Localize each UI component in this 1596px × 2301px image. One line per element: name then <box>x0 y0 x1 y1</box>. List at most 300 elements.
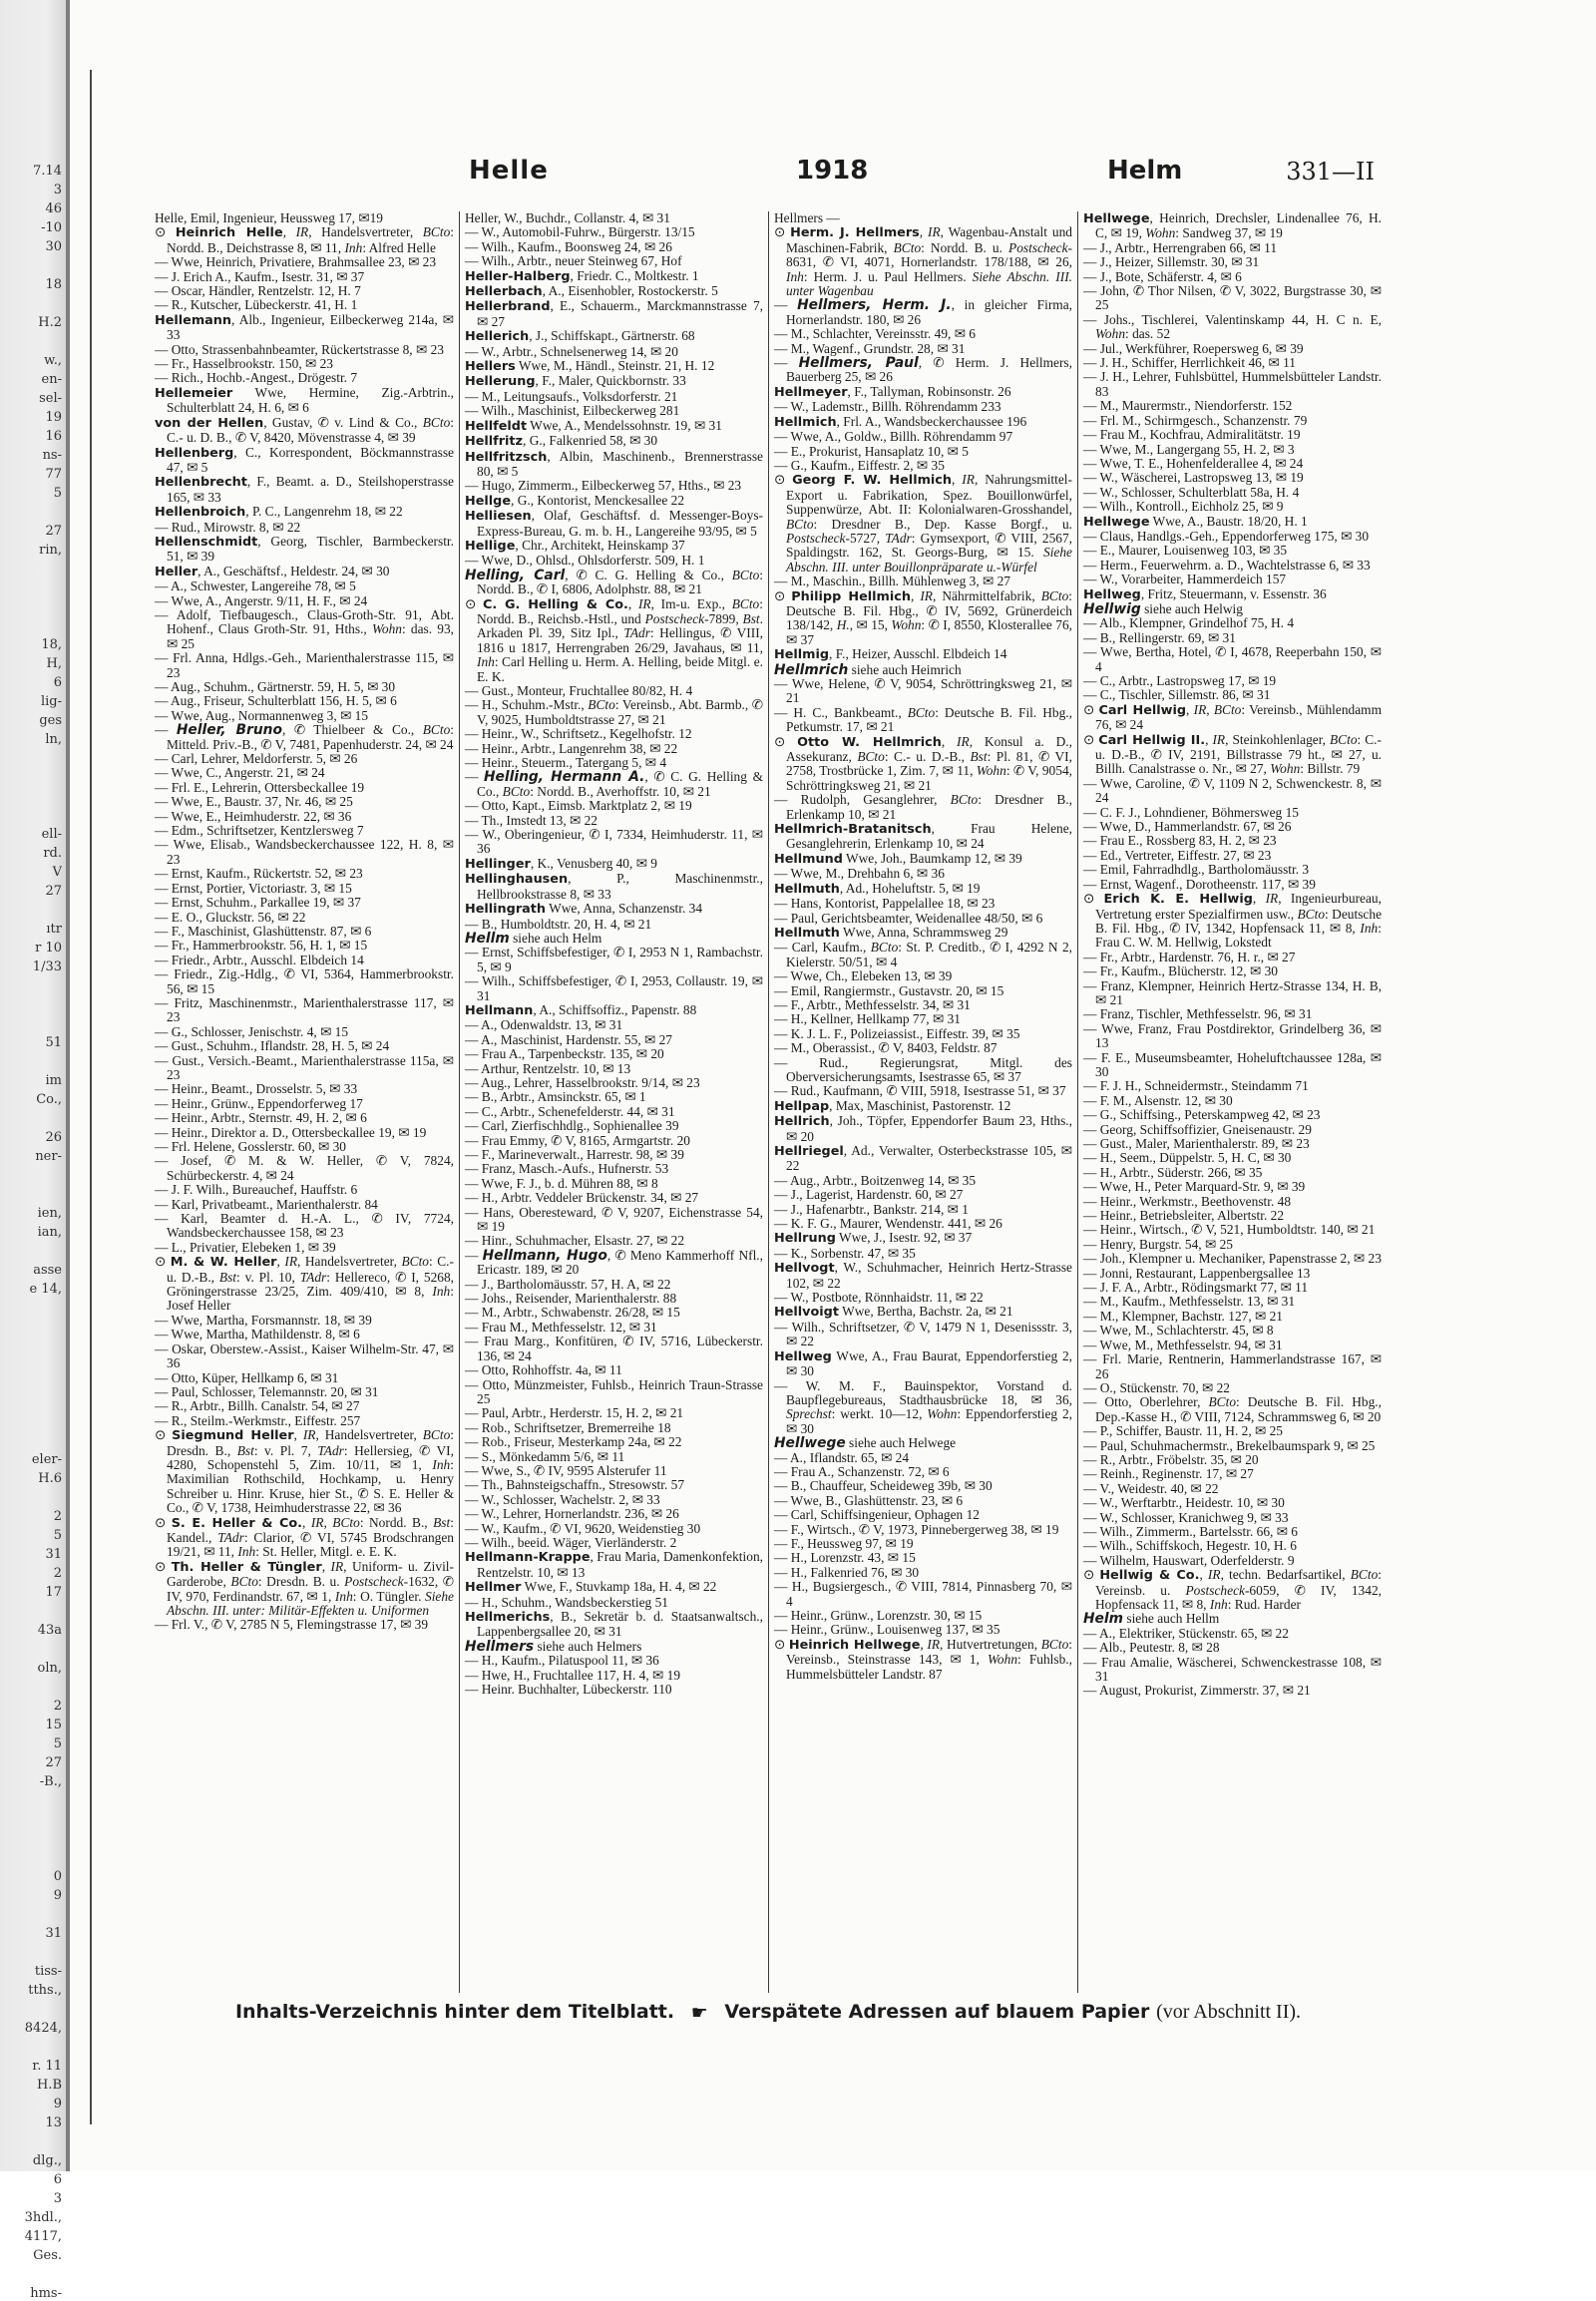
directory-entry: — L., Privatier, Elebeken 1, ✉ 39 <box>155 1239 336 1255</box>
facing-page-fragment: -10 <box>41 220 62 235</box>
directory-entry: — Reinh., Reginenstr. 17, ✉ 27 <box>1083 1466 1254 1482</box>
directory-entry: — Aug., Friseur, Schulterblatt 156, H. 5, ✉ 6 <box>155 693 397 709</box>
directory-entry: Hellpap, Max, Maschinist, Pastorenstr. 12 <box>774 1097 1011 1114</box>
directory-entry: — M., Leitungsaufs., Volksdorferstr. 21 <box>465 388 678 404</box>
directory-entry: — Ernst, Portier, Victoriastr. 3, ✉ 15 <box>155 880 352 896</box>
directory-entry: Hellinger, K., Venusberg 40, ✉ 9 <box>465 855 657 872</box>
directory-entry: — J., Hafenarbtr., Bankstr. 214, ✉ 1 <box>774 1201 969 1217</box>
directory-entry: ⊙ M. & W. Heller, IR, Handelsvertreter, BCto: C.- u. D.-B., Bst: v. Pl. 10, TAdr: Hellereco, ✆ I, 5268, Gröningerstrasse 23/25, Zim. 409/410, ✉ 8, Inh: Josef Heller <box>155 1254 455 1314</box>
directory-entry: Helling, Carl, ✆ C. G. Helling & Co., BCto: Nordd. B., ✆ I, 6806, Adolphstr. 88, ✉ 21 <box>465 567 764 597</box>
directory-entry: — R., Kutscher, Lübeckerstr. 41, H. 1 <box>155 297 358 313</box>
facing-page-fragment: ner- <box>35 1149 62 1164</box>
directory-entry: Hellerbrand, E., Schauerm., Marckmannstrasse 7, ✉ 27 <box>465 298 763 329</box>
facing-page-fragment: ian, <box>37 1225 62 1240</box>
directory-entry: — S., Mönkedamm 5/6, ✉ 11 <box>465 1448 625 1464</box>
directory-entry: — Wwe, M., Schlachterstr. 45, ✉ 8 <box>1083 1323 1274 1339</box>
header-last-name: Helm <box>1107 156 1183 186</box>
facing-page-fragment: asse <box>33 1263 62 1278</box>
directory-entry: — Otto, Strassenbahnbeamter, Rückertstrasse 8, ✉ 23 <box>155 341 444 357</box>
directory-entry: Hellwege siehe auch Helwege <box>774 1435 957 1452</box>
directory-entry: — B., Rellingerstr. 69, ✉ 31 <box>1083 629 1236 645</box>
directory-entry: — Heinr., Direktor a. D., Ottersbeckallee 19, ✉ 19 <box>155 1124 427 1140</box>
directory-entry: — W. M. F., Bauinspektor, Vorstand d. Baupflegebureaus, Stadthausbrücke 18, ✉ 36, Sprechst: werkt. 10—12, Wohn: Eppendorferstieg 2, ✉ 30 <box>774 1377 1073 1436</box>
directory-entry: — W., Schlosser, Wachelstr. 2, ✉ 33 <box>465 1491 660 1507</box>
directory-columns <box>150 211 1387 1993</box>
directory-entry: — Wilh., Arbtr., neuer Steinweg 67, Hof <box>465 253 682 269</box>
directory-entry: Hellenschmidt, Georg, Tischler, Barmbeckerstr. 51, ✉ 39 <box>155 533 454 565</box>
facing-page-fragment: 46 <box>45 201 62 216</box>
facing-page-fragment: ien, <box>37 1206 62 1221</box>
directory-entry: — F., Marineverwalt., Harrestr. 98, ✉ 39 <box>465 1147 684 1162</box>
facing-page-fragment: 19 <box>45 410 62 425</box>
facing-page-fragment: e 14, <box>29 1282 62 1297</box>
directory-entry: Hellmer Wwe, F., Stuvkamp 18a, H. 4, ✉ 22 <box>465 1579 717 1596</box>
facing-page-fragment: r 10 <box>35 941 62 956</box>
directory-entry: — W., Werftarbtr., Heidestr. 10, ✉ 30 <box>1083 1495 1285 1511</box>
directory-entry: — Franz, Klempner, Heinrich Hertz-Strasse 134, H. B, ✉ 21 <box>1083 977 1382 1007</box>
directory-entry: — Rudolph, Gesanglehrer, BCto: Dresdner B., Erlenkamp 10, ✉ 21 <box>774 792 1073 822</box>
directory-entry: — Wwe, Heinrich, Privatiere, Brahmsallee 23, ✉ 23 <box>155 254 437 270</box>
directory-entry: — Frl. M., Schirmgesch., Schanzenstr. 79 <box>1083 412 1308 428</box>
facing-page-fragment: 5 <box>53 486 62 501</box>
footer-late-addresses-note: Verspätete Adressen auf blauem Papier <box>724 2001 1150 2023</box>
facing-page-fragment: 3 <box>53 183 62 197</box>
directory-entry: — Wwe, Aug., Normannenweg 3, ✉ 15 <box>155 707 369 723</box>
facing-page-fragment: 30 <box>45 239 62 254</box>
facing-page-fragment: 31 <box>45 1926 62 1941</box>
directory-entry: — Fritz, Maschinenmstr., Marienthalerstrasse 117, ✉ 23 <box>155 994 454 1025</box>
directory-entry: Hellmers — <box>774 210 840 225</box>
directory-entry: Hellmers siehe auch Helmers <box>465 1638 642 1655</box>
directory-entry: — Frl. Helene, Gosslerstr. 60, ✉ 30 <box>155 1139 346 1154</box>
directory-entry: — W., Lademstr., Billh. Röhrendamm 233 <box>774 399 1001 415</box>
directory-entry: Hellemeier Wwe, Hermine, Zig.-Arbtrin., Schulterblatt 24, H. 6, ✉ 6 <box>155 384 454 416</box>
directory-entry: — B., Humboldtstr. 20, H. 4, ✉ 21 <box>465 916 652 932</box>
directory-entry: — V., Weidestr. 40, ✉ 22 <box>1083 1480 1219 1496</box>
directory-entry: — Karl, Privatbeamt., Marienthalerstr. 84 <box>155 1196 378 1212</box>
directory-entry: Hellige, Chr., Architekt, Heinskamp 37 <box>465 537 685 554</box>
facing-page-fragment: ell- <box>41 827 62 842</box>
facing-page-fragment: 18, <box>41 637 62 652</box>
directory-entry: — A., Iflandstr. 65, ✉ 24 <box>774 1449 910 1465</box>
facing-page-fragment: 27 <box>45 884 62 899</box>
directory-entry: — H., Bugsiergesch., ✆ VIII, 7814, Pinnasberg 70, ✉ 4 <box>774 1579 1072 1609</box>
directory-entry: — Wwe, Bertha, Hotel, ✆ I, 4678, Reeperbahn 150, ✉ 4 <box>1083 644 1382 674</box>
column-3 <box>768 211 1077 1993</box>
directory-entry: — A., Odenwaldstr. 13, ✉ 31 <box>465 1017 623 1033</box>
directory-entry: Hellerich, J., Schiffskapt., Gärtnerstr. 68 <box>465 328 695 345</box>
directory-entry: — C. F. J., Lohndiener, Böhmersweg 15 <box>1083 804 1299 820</box>
directory-entry: ⊙ Heinrich Hellwege, IR, Hutvertretungen, BCto: Vereinsb., Steinstrasse 143, ✉ 1, Wohn: Fuhlsb., Hummelsbütteler Landstr. 87 <box>774 1636 1072 1682</box>
facing-page-fragment: 15 <box>45 1718 62 1732</box>
directory-entry: — Wilh., Kaufm., Boonsweg 24, ✉ 26 <box>465 238 672 254</box>
directory-entry: — Ernst, Schuhm., Parkallee 19, ✉ 37 <box>155 895 361 911</box>
directory-entry: — Otto, Kapt., Eimsb. Marktplatz 2, ✉ 19 <box>465 798 692 814</box>
directory-entry: ⊙ C. G. Helling & Co., IR, Im-u. Exp., BCto: Nordd. B., Reichsb.-Hstl., und Postscheck-7899, Bst. Arkaden Pl. 39, Sitz Ipl., TAdr: Hellingus, ✆ VIII, 1816 u 1817, Herrengraben 26/29, Javahaus, ✉ 11, Inh: Carl Helling u. Herm. A. Helling, beide Mitgl. e. E. K. <box>465 595 764 684</box>
directory-entry: Heller, A., Geschäftsf., Heldestr. 24, ✉ 30 <box>155 563 390 579</box>
directory-entry: — Wwe, M., Langergang 55, H. 2, ✉ 3 <box>1083 441 1295 457</box>
directory-entry: Hellmuth Wwe, Anna, Schrammsweg 29 <box>774 924 1008 941</box>
directory-entry: — Franz, Tischler, Methfesselstr. 96, ✉ 31 <box>1083 1006 1313 1022</box>
directory-entry: — Wwe, D., Hammerlandstr. 67, ✉ 26 <box>1083 819 1292 835</box>
directory-entry: — Aug., Arbtr., Boitzenweg 14, ✉ 35 <box>774 1172 977 1188</box>
directory-entry: — R., Arbtr., Fröbelstr. 35, ✉ 20 <box>1083 1451 1259 1467</box>
directory-entry: — Frau Marg., Konfitüren, ✆ IV, 5716, Lübeckerstr. 136, ✉ 24 <box>465 1334 763 1363</box>
directory-entry: — Frau Emmy, ✆ V, 8165, Armgartstr. 20 <box>465 1132 690 1148</box>
directory-entry: — O., Stückenstr. 70, ✉ 22 <box>1083 1379 1230 1395</box>
directory-entry: — Rob., Friseur, Mesterkamp 24a, ✉ 22 <box>465 1434 682 1450</box>
directory-entry: — P., Schiffer, Baustr. 11, H. 2, ✉ 25 <box>1083 1423 1284 1439</box>
directory-entry: — Heinr., Grünw., Louisenweg 137, ✉ 35 <box>774 1622 1000 1638</box>
directory-entry: — H., Seem., Düppelstr. 5, H. C, ✉ 30 <box>1083 1150 1292 1166</box>
directory-entry: — Heinr., Arbtr., Langenrehm 38, ✉ 22 <box>465 740 678 756</box>
directory-entry: — K. J. L. F., Polizeiassist., Eiffestr. 39, ✉ 35 <box>774 1025 1020 1041</box>
footer-index-note: Inhalts-Verzeichnis hinter dem Titelblatt. <box>234 2001 675 2023</box>
facing-page-fragment: tths., <box>28 1983 62 1998</box>
directory-entry: — F., Maschinist, Glashüttenstr. 87, ✉ 6 <box>155 923 372 939</box>
directory-entry: — Fr., Hammerbrookstr. 56, H. 1, ✉ 15 <box>155 938 368 954</box>
directory-entry: — J., Bartholomäusstr. 57, H. A, ✉ 22 <box>465 1276 671 1292</box>
directory-entry: — F. E., Museumsbeamter, Hoheluftchaussee 128a, ✉ 30 <box>1083 1049 1382 1079</box>
directory-entry: — Frau A., Tarpenbeckstr. 135, ✉ 20 <box>465 1046 664 1062</box>
directory-entry: — Heinr., Betriebsleiter, Albertstr. 22 <box>1083 1208 1285 1224</box>
directory-entry: — M., Schlachter, Vereinsstr. 49, ✉ 6 <box>774 326 976 342</box>
directory-entry: — J., Lagerist, Hardenstr. 60, ✉ 27 <box>774 1187 964 1203</box>
directory-entry: Hellwege Wwe, A., Baustr. 18/20, H. 1 <box>1083 513 1308 530</box>
directory-entry: Hellenberg, C., Korrespondent, Böckmannstrasse 47, ✉ 5 <box>155 444 454 475</box>
directory-entry: — K., Sorbenstr. 47, ✉ 35 <box>774 1245 916 1261</box>
directory-entry: — Aug., Schuhm., Gärtnerstr. 59, H. 5, ✉ 30 <box>155 679 396 694</box>
directory-entry: — Wilh., beeid. Wäger, Vierländerstr. 2 <box>465 1534 677 1550</box>
directory-entry: — Heinr., Beamt., Drosselstr. 5, ✉ 33 <box>155 1081 358 1097</box>
directory-entry: — H., Falkenried 76, ✉ 30 <box>774 1564 920 1580</box>
directory-entry: — Rud., Mirowstr. 8, ✉ 22 <box>155 519 301 535</box>
directory-entry: Hellrung Wwe, J., Isestr. 92, ✉ 37 <box>774 1230 973 1247</box>
directory-entry: Hellemann, Alb., Ingenieur, Eilbeckerweg 214a, ✉ 33 <box>155 311 454 343</box>
facing-page-fragment: 2 <box>53 1699 62 1714</box>
directory-entry: — Wilh., Schriftsetzer, ✆ V, 1479 N 1, Desenissstr. 3, ✉ 22 <box>774 1319 1072 1349</box>
directory-entry: — Oskar, Oberstew.-Assist., Kaiser Wilhelm-Str. 47, ✉ 36 <box>155 1341 454 1371</box>
directory-entry: Helm siehe auch Hellm <box>1083 1611 1220 1628</box>
directory-entry: Hellge, G., Kontorist, Menckesallee 22 <box>465 492 685 509</box>
directory-entry: — John, ✆ Thor Nilsen, ✆ V, 3022, Burgstrasse 30, ✉ 25 <box>1083 283 1382 313</box>
directory-entry: — W., Lehrer, Hornerlandstr. 236, ✉ 26 <box>465 1506 679 1522</box>
directory-entry: — R., Steilm.-Werkmstr., Eiffestr. 257 <box>155 1412 361 1428</box>
directory-entry: ⊙ Carl Hellwig, IR, BCto: Vereinsb., Mühlendamm 76, ✉ 24 <box>1083 701 1382 733</box>
pointing-hand-icon: ☛ <box>690 2001 708 2024</box>
facing-page-fragment: 17 <box>45 1585 62 1600</box>
page-frame-rule <box>90 70 92 2124</box>
directory-entry: — Otto, Küper, Hellkamp 6, ✉ 31 <box>155 1369 339 1385</box>
facing-page-fragment: 8424, <box>24 2021 62 2036</box>
directory-entry: — Hans, Kontorist, Pappelallee 18, ✉ 23 <box>774 896 996 912</box>
facing-page-fragment: V <box>52 865 62 880</box>
facing-page-fragment: 2 <box>53 1509 62 1524</box>
directory-entry: ⊙ Heinrich Helle, IR, Handelsvertreter, BCto: Nordd. B., Deichstrasse 8, ✉ 11, Inh: Alfred Helle <box>155 224 455 255</box>
directory-entry: — Ernst, Kaufm., Rückertstr. 52, ✉ 23 <box>155 866 363 882</box>
directory-entry: Hellfeldt Wwe, A., Mendelssohnstr. 19, ✉ 31 <box>465 417 722 434</box>
facing-page-fragment: im <box>45 1073 62 1088</box>
directory-entry: — H., Schuhm.-Mstr., BCto: Vereinsb., Abt. Barmb., ✆ V, 9025, Humboldtstrasse 27, ✉ 21 <box>465 697 763 727</box>
directory-entry: — Th., Imstedt 13, ✉ 22 <box>465 812 598 828</box>
facing-page-fragment: ges <box>39 713 62 728</box>
directory-entry: — J. H., Lehrer, Fuhlsbüttel, Hummelsbütteler Landstr. 83 <box>1083 369 1382 399</box>
facing-page-fragment: 3 <box>53 2191 62 2206</box>
directory-entry: — J. F. Wilh., Bureauchef, Hauffstr. 6 <box>155 1182 358 1198</box>
directory-entry: ⊙ Erich K. E. Hellwig, IR, Ingenieurbureau, Vertretung erster Spezialfirmen usw., BCto: Deutsche B. Fil. Hbg., ✆ IV, 1342, Hopfensack 11, ✉ 8, Inh: Frau C. W. M. Hellwig, Lokstedt <box>1083 891 1383 951</box>
directory-page <box>150 150 1387 2065</box>
directory-entry: — Wwe, T. E., Hohenfelderallee 4, ✉ 24 <box>1083 455 1304 471</box>
directory-entry: — F. M., Alsenstr. 12, ✉ 30 <box>1083 1092 1233 1108</box>
directory-entry: — E. O., Gluckstr. 56, ✉ 22 <box>155 909 306 925</box>
directory-entry: — Otto, Oberlehrer, BCto: Deutsche B. Fil. Hbg., Dep.-Kasse H., ✆ VIII, 7124, Schrammsweg 6, ✉ 20 <box>1083 1394 1382 1424</box>
directory-entry: — Wwe, E., Heimhuderstr. 22, ✉ 36 <box>155 808 352 824</box>
directory-entry: — M., Klempner, Bachstr. 127, ✉ 21 <box>1083 1308 1283 1324</box>
footer-section-note: (vor Abschnitt II). <box>1156 2001 1302 2023</box>
directory-entry: — G., Kaufm., Eiffestr. 2, ✉ 35 <box>774 457 945 473</box>
facing-page-fragment: H.B <box>36 2078 62 2093</box>
directory-entry: — H., Lorenzstr. 43, ✉ 15 <box>774 1550 916 1566</box>
directory-entry: ⊙ Herm. J. Hellmers, IR, Wagenbau-Anstalt und Maschinen-Fabrik, BCto: Nordd. B. u. Postscheck-8631, ✆ VI, 4071, Hornerlandstr. 178/188, ✉ 26, Inh: Herm. J. u. Paul Hellmers. Siehe Abschn. III. unter Wagenbau <box>774 224 1073 299</box>
directory-entry: — Ed., Vertreter, Eiffestr. 27, ✉ 23 <box>1083 847 1272 863</box>
directory-entry: — Hans, Oberesteward, ✆ V, 9207, Eichenstrasse 54, ✉ 19 <box>465 1204 763 1235</box>
directory-entry: — Alb., Peutestr. 8, ✉ 28 <box>1083 1640 1220 1656</box>
facing-page-fragment: 26 <box>45 1130 62 1145</box>
column-2 <box>459 211 768 1993</box>
directory-entry: — M., Wagenf., Grundstr. 28, ✉ 31 <box>774 340 966 356</box>
directory-entry: — E., Prokurist, Hansaplatz 10, ✉ 5 <box>774 443 969 459</box>
directory-entry: — Hinr., Schuhmacher, Elsastr. 27, ✉ 22 <box>465 1233 685 1249</box>
directory-entry: — Ernst, Schiffsbefestiger, ✆ I, 2953 N 1, Rambachstr. 5, ✉ 9 <box>465 945 763 974</box>
directory-entry: — Wwe, Martha, Forsmannstr. 18, ✉ 39 <box>155 1312 372 1328</box>
directory-entry: — Wilh., Zimmerm., Bartelsstr. 66, ✉ 6 <box>1083 1523 1298 1539</box>
running-header <box>150 150 1387 193</box>
directory-entry: — Frau M., Kochfrau, Admiralitätstr. 19 <box>1083 427 1301 443</box>
directory-entry: — Wwe, A., Goldw., Billh. Röhrendamm 97 <box>774 429 1013 445</box>
directory-entry: — Wilhelm, Hauswart, Oderfelderstr. 9 <box>1083 1552 1295 1568</box>
directory-entry: — Helling, Hermann A., ✆ C. G. Helling & Co., BCto: Nordd. B., Averhoffstr. 10, ✉ 21 <box>465 769 763 799</box>
directory-entry: — Emil, Rangiermstr., Gustavstr. 20, ✉ 15 <box>774 982 1004 998</box>
directory-entry: — Frau Amalie, Wäscherei, Schwenckestrasse 108, ✉ 31 <box>1083 1654 1382 1685</box>
directory-entry: Hellmeyer, F., Tallyman, Robinsonstr. 26 <box>774 383 1011 400</box>
directory-entry: ⊙ Georg F. W. Hellmich, IR, Nahrungsmittel-Export u. Fabrikation, Spez. Bouillonwürfel, Suppenwürze, Abt. II: Kolonialwaren-Grosshandel, BCto: Dresdner B., Dep. Kasse Borgf., u. Postscheck-5727, TAdr: Gymsexport, ✆ VIII, 2567, Spaldingstr. 162, St. Georgs-Burg, ✉ 15. Siehe Abschn. III. unter Bouillonpräparate u.-Würfel <box>774 472 1073 575</box>
directory-entry: — C., Tischler, Sillemstr. 86, ✉ 31 <box>1083 687 1271 703</box>
directory-entry: — H., Kellner, Hellkamp 77, ✉ 31 <box>774 1011 961 1027</box>
directory-entry: — Hellmann, Hugo, ✆ Meno Kammerhoff Nfl., Ericastr. 189, ✉ 20 <box>465 1247 763 1278</box>
directory-entry: — Carl, Zierfischhdlg., Sophienallee 39 <box>465 1118 679 1134</box>
directory-entry: Hellweg, Fritz, Steuermann, v. Essenstr. 36 <box>1083 585 1327 602</box>
directory-entry: — Wilh., Kontroll., Eichholz 25, ✉ 9 <box>1083 499 1284 515</box>
facing-page-margin <box>0 0 66 2301</box>
directory-entry: — Johs., Tischlerei, Valentinskamp 44, H. C n. E, Wohn: das. 52 <box>1083 311 1382 342</box>
directory-entry: — Wwe, M., Methfesselstr. 94, ✉ 31 <box>1083 1337 1283 1352</box>
facing-page-fragment: dlg., <box>32 2153 62 2168</box>
directory-entry: — W., Postbote, Rönnhaidstr. 11, ✉ 22 <box>774 1290 984 1306</box>
header-year: 1918 <box>796 156 869 186</box>
directory-entry: — Th., Bahnsteigschaffn., Stresowstr. 57 <box>465 1477 685 1493</box>
directory-entry: — F., Wirtsch., ✆ V, 1973, Pinnebergerweg 38, ✉ 19 <box>774 1521 1059 1537</box>
directory-entry: — Arthur, Rentzelstr. 10, ✉ 13 <box>465 1060 631 1076</box>
directory-entry: — R., Arbtr., Billh. Canalstr. 54, ✉ 27 <box>155 1398 360 1414</box>
facing-page-fragment: H, <box>46 656 62 671</box>
directory-entry: — Wwe, Caroline, ✆ V, 1109 N 2, Schwenckestr. 8, ✉ 24 <box>1083 775 1382 806</box>
directory-entry: Heller, W., Buchdr., Collanstr. 4, ✉ 31 <box>465 210 670 225</box>
directory-entry: — Ernst, Wagenf., Dorotheenstr. 117, ✉ 39 <box>1083 876 1316 892</box>
facing-page-fragment: -B., <box>39 1774 62 1789</box>
directory-entry: Hellmrich-Bratanitsch, Frau Helene, Gesanglehrerin, Erlenkamp 10, ✉ 24 <box>774 821 1072 852</box>
directory-entry: — Wilh., Schiffsbefestiger, ✆ I, 2953, Collaustr. 19, ✉ 31 <box>465 973 763 1003</box>
directory-entry: — Otto, Rohhoffstr. 4a, ✉ 11 <box>465 1362 622 1378</box>
directory-entry: Hellvogt, W., Schuhmacher, Heinrich Hertz-Strasse 102, ✉ 22 <box>774 1260 1072 1291</box>
directory-entry: — Carl, Schiffsingenieur, Ophagen 12 <box>774 1507 980 1523</box>
facing-page-fragment: tiss- <box>34 1964 62 1979</box>
directory-entry: — H., Kaufm., Pilatuspool 11, ✉ 36 <box>465 1653 659 1669</box>
directory-entry: — Herm., Feuerwehrm. a. D., Wachtelstrasse 6, ✉ 33 <box>1083 557 1371 573</box>
directory-entry: — M., Oberassist., ✆ V, 8403, Feldstr. 87 <box>774 1040 998 1056</box>
directory-entry: — Georg, Schiffsoffizier, Gneisenaustr. 29 <box>1083 1121 1312 1137</box>
directory-entry: ⊙ Th. Heller & Tüngler, IR, Uniform- u. Zivil-Garderobe, BCto: Dresdn. B. u. Postscheck-1632, ✆ IV, 970, Ferdinandstr. 67, ✉ 1, Inh: O. Tüngler. Siehe Abschn. III. unter: Militär-Effekten u. Uniformen <box>155 1558 454 1618</box>
directory-entry: — Rob., Schriftsetzer, Bremerreihe 18 <box>465 1419 671 1435</box>
directory-entry: — Oscar, Händler, Rentzelstr. 12, H. 7 <box>155 283 361 299</box>
facing-page-fragment: H.2 <box>38 315 62 330</box>
directory-entry: — Josef, ✆ M. & W. Heller, ✆ V, 7824, Schürbeckerstr. 4, ✉ 24 <box>155 1153 454 1183</box>
facing-page-fragment: Ges. <box>33 2248 62 2263</box>
directory-entry: — Wwe, S., ✆ IV, 9595 Alsterufer 11 <box>465 1462 667 1478</box>
directory-entry: — H. C., Bankbeamt., BCto: Deutsche B. Fil. Hbg., Petkumstr. 17, ✉ 21 <box>774 704 1072 735</box>
directory-entry: — Wwe, D., Ohlsd., Ohlsdorferstr. 509, H. 1 <box>465 553 705 569</box>
directory-entry: — August, Prokurist, Zimmerstr. 37, ✉ 21 <box>1083 1683 1311 1699</box>
directory-entry: — Adolf, Tiefbaugesch., Claus-Groth-Str. 91, Abt. Hohenf., Claus Groth-Str. 91, Hths., Wohn: das. 93, ✉ 25 <box>155 606 454 651</box>
facing-page-fragment: 0 <box>53 1869 62 1884</box>
facing-page-fragment: 6 <box>53 675 62 690</box>
directory-entry: — W., Wäscherei, Lastropsweg 13, ✉ 19 <box>1083 470 1304 486</box>
directory-entry: — Wwe, Elisab., Wandsbeckerchaussee 122, H. 8, ✉ 23 <box>155 837 454 867</box>
directory-entry: — B., Chauffeur, Scheideweg 39b, ✉ 30 <box>774 1478 993 1494</box>
facing-page-fragment: eler- <box>31 1452 62 1467</box>
directory-entry: — G., Schiffsing., Peterskampweg 42, ✉ 23 <box>1083 1107 1321 1123</box>
directory-entry: — Wilh., Maschinist, Eilbeckerweg 281 <box>465 403 680 419</box>
facing-page-fragment: H.6 <box>38 1471 62 1486</box>
directory-entry: — Fr., Hasselbrookstr. 150, ✉ 23 <box>155 356 333 372</box>
directory-entry: ⊙ Hellwig & Co., IR, techn. Bedarfsartikel, BCto: Vereinsb. u. Postscheck-6059, ✆ IV, 1342, Hopfensack 11, ✉ 8, Inh: Rud. Harder <box>1083 1567 1382 1612</box>
directory-entry: — J. F. A., Arbtr., Rödingsmarkt 77, ✉ 11 <box>1083 1280 1309 1296</box>
directory-entry: — E., Maurer, Louisenweg 103, ✉ 35 <box>1083 543 1288 559</box>
directory-entry: — M., Maurermstr., Niendorferstr. 152 <box>1083 398 1293 414</box>
facing-page-fragment: r. 11 <box>32 2059 62 2074</box>
facing-page-fragment: 5 <box>53 1528 62 1543</box>
facing-page-fragment: 31 <box>45 1547 62 1562</box>
directory-entry: — A., Schwester, Langereihe 78, ✉ 5 <box>155 578 356 594</box>
directory-entry: — H., Arbtr. Veddeler Brückenstr. 34, ✉ 27 <box>465 1190 699 1206</box>
directory-entry: — A., Elektriker, Stückenstr. 65, ✉ 22 <box>1083 1625 1289 1641</box>
facing-page-fragment: 2 <box>53 1566 62 1581</box>
directory-entry: — J. H., Schiffer, Herrlichkeit 46, ✉ 11 <box>1083 355 1296 371</box>
facing-page-fragment: rd. <box>43 846 62 861</box>
directory-entry: — Rich., Hochb.-Angest., Drögestr. 7 <box>155 370 358 386</box>
facing-page-fragment: Co., <box>36 1092 62 1107</box>
facing-page-fragment: 9 <box>53 2097 62 2111</box>
directory-entry: Hellmann, A., Schiffsoffiz., Papenstr. 88 <box>465 1001 697 1018</box>
directory-entry: — Frl. Anna, Hdlgs.-Geh., Marienthalerstrasse 115, ✉ 23 <box>155 650 454 680</box>
directory-entry: ⊙ Otto W. Hellmrich, IR, Konsul a. D., Assekuranz, BCto: C.- u. D.-B., Bst: Pl. 81, ✆ VI, 2758, Trostbrücke 1, Zim. 7, ✉ 11, Wohn: ✆ V, 9054, Schröttringksweg 21, ✉ 21 <box>774 733 1073 793</box>
facing-page-fragment: hms- <box>30 2286 62 2301</box>
directory-entry: — Wwe, Helene, ✆ V, 9054, Schröttringksweg 21, ✉ 21 <box>774 676 1072 706</box>
directory-entry: — A., Maschinist, Hardenstr. 55, ✉ 27 <box>465 1031 672 1047</box>
directory-entry: — Claus, Handlgs.-Geh., Eppendorferweg 175, ✉ 30 <box>1083 528 1370 544</box>
directory-entry: Heller-Halberg, Friedr. C., Moltkestr. 1 <box>465 267 699 284</box>
page-number: 331—II <box>1286 158 1375 186</box>
directory-entry: — W., Schlosser, Schulterblatt 58a, H. 4 <box>1083 484 1300 500</box>
directory-entry: — Gust., Schuhm., Iflandstr. 28, H. 5, ✉ 24 <box>155 1038 390 1054</box>
directory-entry: — Hellmers, Paul, ✆ Herm. J. Hellmers, Bauerberg 25, ✉ 26 <box>774 355 1072 385</box>
directory-entry: — M., Kaufm., Methfesselstr. 13, ✉ 31 <box>1083 1294 1296 1310</box>
directory-entry: — Heinr. Buchhalter, Lübeckerstr. 110 <box>465 1682 672 1698</box>
directory-entry: — Wwe, B., Glashüttenstr. 23, ✉ 6 <box>774 1492 964 1508</box>
directory-entry: — W., Vorarbeiter, Hammerdeich 157 <box>1083 572 1287 587</box>
directory-entry: — Aug., Lehrer, Hasselbrookstr. 9/14, ✉ 23 <box>465 1074 700 1090</box>
directory-entry: — W., Automobil-Fuhrw., Bürgerstr. 13/15 <box>465 224 695 240</box>
directory-entry: — J., Arbtr., Herrengraben 66, ✉ 11 <box>1083 239 1278 255</box>
directory-entry: — Johs., Reisender, Marienthalerstr. 88 <box>465 1291 677 1307</box>
facing-page-fragment: 9 <box>53 1888 62 1903</box>
facing-page-fragment: ln, <box>45 732 62 747</box>
directory-entry: — H., Arbtr., Süderstr. 266, ✉ 35 <box>1083 1164 1263 1180</box>
directory-entry: — W., Arbtr., Schnelsenerweg 14, ✉ 20 <box>465 343 678 359</box>
directory-entry: — Wwe, F. J., b. d. Mühren 88, ✉ 8 <box>465 1175 658 1191</box>
directory-entry: ⊙ S. E. Heller & Co., IR, BCto: Nordd. B., Bst: Kandel., TAdr: Clarior, ✆ VI, 5745 Brodschrangen 19/21, ✉ 11, Inh: St. Heller, Mitgl. e. E. K. <box>155 1514 455 1560</box>
directory-entry: — Edm., Schriftsetzer, Kentzlersweg 7 <box>155 823 364 839</box>
facing-page-fragment: ns- <box>42 448 62 463</box>
directory-entry: Hellers Wwe, M., Händl., Steinstr. 21, H. 12 <box>465 358 715 375</box>
binding-shadow <box>66 0 70 2171</box>
directory-entry: — Gust., Maler, Marienthalerstr. 89, ✉ 23 <box>1083 1136 1310 1151</box>
directory-entry: — W., Oberingenieur, ✆ I, 7334, Heimhuderstr. 11, ✉ 36 <box>465 827 763 857</box>
directory-entry: ⊙ Siegmund Heller, IR, Handelsvertreter, BCto: Dresdn. B., Bst: v. Pl. 7, TAdr: Hellersieg, ✆ VI, 4280, Schopenstehl 5, Zim. 10/11, ✉ 1, Inh: Maximilian Rothschild, Hochkamp, u. Henry Schreiber u. Hinr. Kruse, hier St., ✆ S. E. Heller & Co., ✆ V, 1738, Heimhuderstrasse 22, ✉ 36 <box>155 1427 454 1516</box>
directory-entry: Hellmund Wwe, Joh., Baumkamp 12, ✉ 39 <box>774 850 1022 867</box>
directory-entry: — Frau M., Methfesselstr. 12, ✉ 31 <box>465 1319 657 1335</box>
directory-entry: — Frl. Marie, Rentnerin, Hammerlandstrasse 167, ✉ 26 <box>1083 1351 1382 1381</box>
directory-entry: — Wwe, H., Peter Marquard-Str. 9, ✉ 39 <box>1083 1179 1306 1195</box>
directory-entry: — Wwe, Franz, Frau Postdirektor, Grindelberg 36, ✉ 13 <box>1083 1020 1382 1051</box>
directory-entry: — F., Heussweg 97, ✉ 19 <box>774 1535 914 1551</box>
directory-entry: ⊙ Carl Hellwig II., IR, Steinkohlenlager, BCto: C.- u. D.-B., ✆ IV, 2191, Billstrasse 79 ht., ✉ 27, u. Billh. Canalstrasse o. Nr., ✉ 27, Wohn: Billstr. 79 <box>1083 731 1382 777</box>
directory-entry: — Carl, Kaufm., BCto: St. P. Creditb., ✆ I, 4292 N 2, Kielerstr. 50/51, ✉ 4 <box>774 940 1072 969</box>
directory-entry: — F., Arbtr., Methfesselstr. 34, ✉ 31 <box>774 996 971 1012</box>
directory-entry: — Paul, Schlosser, Telemannstr. 20, ✉ 31 <box>155 1383 379 1399</box>
directory-entry: — H., Schuhm., Wandsbeckerstieg 51 <box>465 1594 668 1610</box>
facing-page-fragment: oln, <box>37 1661 62 1676</box>
facing-page-fragment: 6 <box>53 2172 62 2187</box>
directory-entry: — Karl, Beamter d. H.-A. L., ✆ IV, 7724, Wandsbeckerchaussee 158, ✉ 23 <box>155 1211 454 1241</box>
facing-page-fragment: lig- <box>40 694 62 709</box>
directory-entry: — Frau A., Schanzenstr. 72, ✉ 6 <box>774 1463 950 1479</box>
directory-entry: ⊙ Philipp Hellmich, IR, Nährmittelfabrik, BCto: Deutsche B. Fil. Hbg., ✆ IV, 5692, Grünerdeich 138/142, H., ✉ 15, Wohn: ✆ I, 8550, Klosterallee 76, ✉ 37 <box>774 587 1072 647</box>
directory-entry: — W., Schlosser, Kranichweg 9, ✉ 33 <box>1083 1509 1289 1525</box>
directory-entry: — Paul, Arbtr., Herderstr. 15, H. 2, ✉ 21 <box>465 1405 684 1421</box>
directory-entry: — Heinr., Wirtsch., ✆ V, 521, Humboldtstr. 140, ✉ 21 <box>1083 1222 1376 1238</box>
directory-entry: — B., Arbtr., Amsinckstr. 65, ✉ 1 <box>465 1089 646 1105</box>
directory-entry: — Frl. E., Lehrerin, Ottersbeckallee 19 <box>155 779 365 795</box>
directory-entry: — Hellmers, Herm. J., in gleicher Firma, Hornerlandstr. 180, ✉ 26 <box>774 297 1072 327</box>
directory-entry: — Friedr., Arbtr., Ausschl. Elbdeich 14 <box>155 952 364 967</box>
directory-entry: — C., Arbtr., Schenefelderstr. 44, ✉ 31 <box>465 1103 675 1119</box>
facing-page-fragment: 51 <box>45 1035 62 1050</box>
facing-page-fragment: 5 <box>53 1736 62 1751</box>
directory-entry: — Rud., Regierungsrat, Mitgl. des Oberversicherungsamts, Isestrasse 65, ✉ 37 <box>774 1054 1072 1084</box>
directory-entry: — Wwe, Ch., Elebeken 13, ✉ 39 <box>774 968 953 984</box>
directory-entry: — Gust., Monteur, Fruchtallee 80/82, H. 4 <box>465 683 693 698</box>
directory-entry: Hellmrich siehe auch Heimrich <box>774 661 962 678</box>
